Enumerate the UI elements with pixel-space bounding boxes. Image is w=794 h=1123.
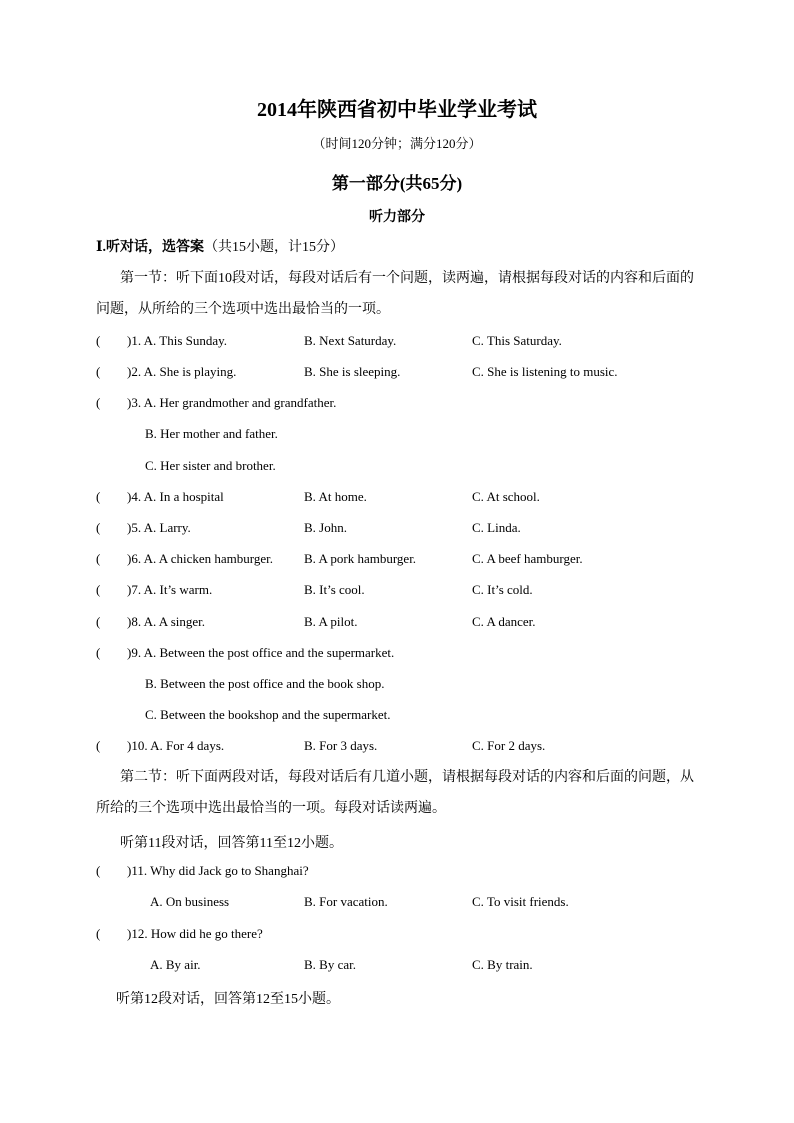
section1-heading-bold: Ⅰ.听对话，选答案 <box>96 240 205 255</box>
q10-paren: ( <box>96 738 101 753</box>
section2-instruction: 第二节：听下面两段对话，每段对话后有几道小题，请根据每段对话的内容和后面的问题，从所给的三个选项中选出最恰当的一项。每段对话读两遍。 <box>96 770 694 816</box>
q5-option-c: C. Linda. <box>472 520 521 535</box>
q11-option-a: A. On business <box>150 894 230 909</box>
q1-option-c: C. This Saturday. <box>472 333 562 348</box>
q8-option-b: B. A pilot. <box>304 614 358 629</box>
q10-option-c: C. For 2 days. <box>472 738 546 753</box>
q5-option-a: )5. A. Larry. <box>127 520 191 535</box>
q3-option-c: C. Her sister and brother. <box>145 458 276 473</box>
part-heading: 第一部分(共65分) <box>331 174 463 193</box>
q2-option-c: C. She is listening to music. <box>472 364 618 379</box>
listening-heading: 听力部分 <box>369 210 425 225</box>
q12-option-a: A. By air. <box>150 957 201 972</box>
q4-option-b: B. At home. <box>304 489 367 504</box>
q11-option-b: B. For vacation. <box>304 894 388 909</box>
q12-question: )12. How did he go there? <box>127 926 263 941</box>
q11-paren: ( <box>96 863 101 878</box>
q11-question: )11. Why did Jack go to Shanghai? <box>127 863 309 878</box>
q2-option-a: )2. A. She is playing. <box>127 364 237 379</box>
q9-option-b: B. Between the post office and the book shop. <box>145 676 385 691</box>
q8-option-c: C. A dancer. <box>472 614 536 629</box>
q12-option-c: C. By train. <box>472 957 533 972</box>
exam-subtitle: （时间120分钟；满分120分） <box>312 136 482 151</box>
q6-option-a: )6. A. A chicken hamburger. <box>127 551 273 566</box>
q1-paren: ( <box>96 333 101 348</box>
q4-option-c: C. At school. <box>472 489 540 504</box>
q7-option-b: B. It’s cool. <box>304 582 365 597</box>
q9-paren: ( <box>96 645 101 660</box>
q12-option-b: B. By car. <box>304 957 356 972</box>
q4-paren: ( <box>96 489 101 504</box>
q10-option-b: B. For 3 days. <box>304 738 378 753</box>
q5-option-b: B. John. <box>304 520 347 535</box>
section1-heading <box>96 236 344 256</box>
q6-option-c: C. A beef hamburger. <box>472 551 583 566</box>
q12-paren: ( <box>96 926 101 941</box>
q8-paren: ( <box>96 614 101 629</box>
section1-instruction: 第一节：听下面10段对话，每段对话后有一个问题，读两遍，请根据每段对话的内容和后面的问题，从所给的三个选项中选出最恰当的一项。 <box>96 271 694 317</box>
q3-option-a: )3. A. Her grandmother and grandfather. <box>127 395 337 410</box>
q9-option-c: C. Between the bookshop and the supermarket. <box>145 707 391 722</box>
q3-option-b: B. Her mother and father. <box>145 426 278 441</box>
q9-option-a: )9. A. Between the post office and the supermarket. <box>127 645 395 660</box>
q10-option-a: )10. A. For 4 days. <box>127 738 225 753</box>
section1-heading-rest: （共15小题，计15分） <box>204 240 345 255</box>
q5-paren: ( <box>96 520 101 535</box>
q1-option-b: B. Next Saturday. <box>304 333 397 348</box>
q11-option-c: C. To visit friends. <box>472 894 569 909</box>
q2-option-b: B. She is sleeping. <box>304 364 401 379</box>
dialog12-intro: 听第12段对话，回答第12至15小题。 <box>116 992 340 1007</box>
q4-option-a: )4. A. In a hospital <box>127 489 224 504</box>
q7-option-a: )7. A. It’s warm. <box>127 582 213 597</box>
q6-paren: ( <box>96 551 101 566</box>
q1-option-a: )1. A. This Sunday. <box>127 333 228 348</box>
q7-option-c: C. It’s cold. <box>472 582 533 597</box>
dialog11-intro: 听第11段对话，回答第11至12小题。 <box>120 836 343 851</box>
q6-option-b: B. A pork hamburger. <box>304 551 417 566</box>
q7-paren: ( <box>96 582 101 597</box>
q3-paren: ( <box>96 395 101 410</box>
exam-title: 2014年陕西省初中毕业学业考试 <box>257 99 537 121</box>
q2-paren: ( <box>96 364 101 379</box>
q8-option-a: )8. A. A singer. <box>127 614 206 629</box>
